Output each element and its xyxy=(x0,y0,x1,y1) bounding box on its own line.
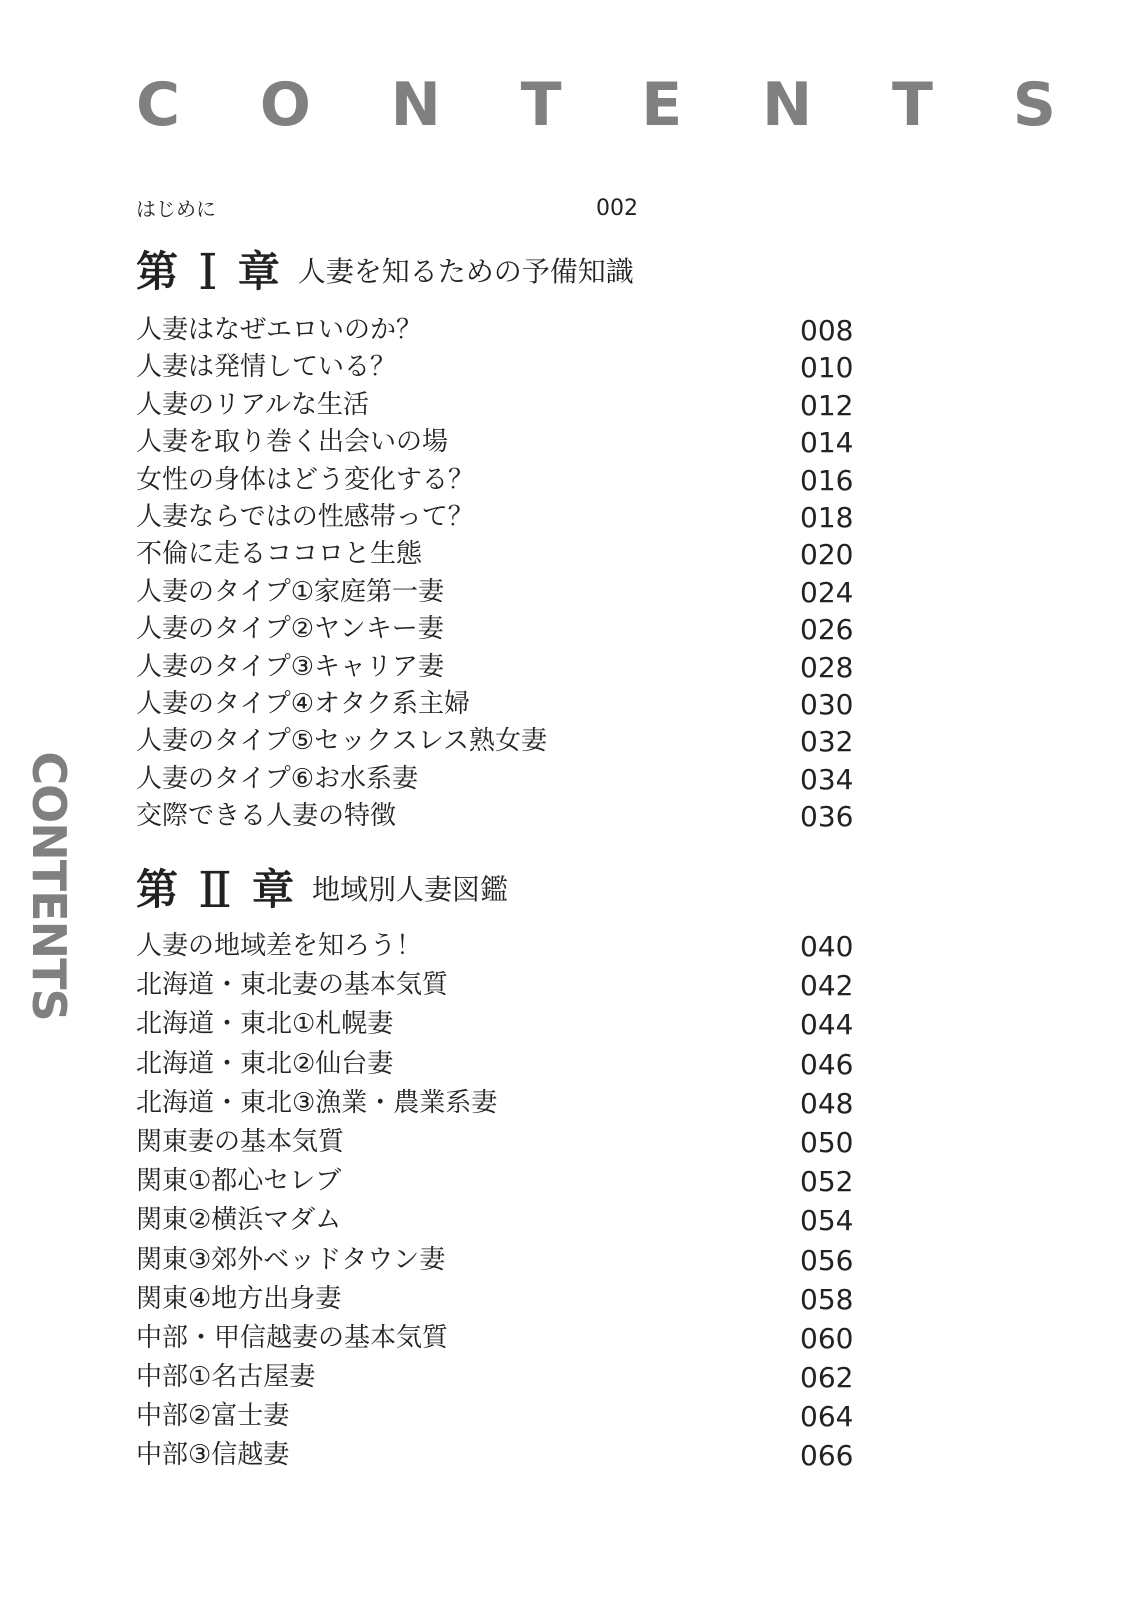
entry-page-number: 066 xyxy=(800,1439,854,1473)
toc-entry[interactable] xyxy=(136,1201,856,1240)
entry-title: 人妻の地域差を知ろう！ xyxy=(136,931,423,961)
chapter-2-heading xyxy=(136,862,508,918)
entry-title: 女性の身体はどう変化する？ xyxy=(136,464,475,495)
entry-title: 北海道・東北③漁業・農業系妻 xyxy=(136,1087,498,1118)
toc-entry[interactable] xyxy=(136,1397,856,1436)
entry-page-number: 050 xyxy=(800,1125,854,1159)
entry-page-number: 048 xyxy=(800,1086,854,1120)
entry-title: 関東④地方出身妻 xyxy=(136,1283,342,1314)
entry-page-number: 056 xyxy=(800,1243,854,1277)
chapter-title: 人妻を知るための予備知識 xyxy=(297,255,634,288)
heading-letter: O xyxy=(259,70,311,140)
heading-letter: T xyxy=(892,70,933,140)
toc-entry[interactable] xyxy=(136,1162,856,1201)
chapter-prefix: 第 xyxy=(136,865,179,914)
intro-page-number: 002 xyxy=(596,196,638,221)
entry-page-number: 020 xyxy=(800,538,854,572)
toc-entry[interactable] xyxy=(136,536,856,573)
entry-title: 人妻のタイプ⑥お水系妻 xyxy=(136,763,419,794)
entry-title: 中部・甲信越妻の基本気質 xyxy=(136,1322,449,1353)
entry-title: 人妻のタイプ②ヤンキー妻 xyxy=(136,614,444,645)
entry-page-number: 008 xyxy=(800,314,854,347)
toc-entry[interactable] xyxy=(136,649,856,686)
entry-title: 人妻は発情している？ xyxy=(136,352,397,383)
entry-page-number: 016 xyxy=(800,463,854,497)
entry-title: 北海道・東北②仙台妻 xyxy=(136,1048,394,1079)
entry-title: 関東妻の基本気質 xyxy=(136,1126,345,1157)
toc-entry-intro[interactable] xyxy=(136,194,656,224)
chapter-1-entry-list xyxy=(136,312,856,835)
entry-title: 中部①名古屋妻 xyxy=(136,1362,316,1393)
entry-title: 人妻を取り巻く出会いの場 xyxy=(136,427,449,458)
chapter-2-entry-list xyxy=(136,927,856,1476)
entry-page-number: 052 xyxy=(800,1165,854,1199)
toc-entry[interactable] xyxy=(136,927,856,966)
entry-title: 人妻ならではの性感帯って？ xyxy=(136,501,474,532)
entry-page-number: 014 xyxy=(800,426,854,460)
contents-heading xyxy=(136,70,1056,140)
entry-page-number: 018 xyxy=(800,500,854,534)
toc-entry[interactable] xyxy=(136,312,856,349)
toc-entry[interactable] xyxy=(136,966,856,1005)
toc-entry[interactable] xyxy=(136,1123,856,1162)
toc-entry[interactable] xyxy=(136,1045,856,1084)
entry-page-number: 032 xyxy=(800,725,854,759)
entry-page-number: 046 xyxy=(800,1047,854,1081)
heading-letter: N xyxy=(762,70,813,140)
entry-page-number: 010 xyxy=(800,351,854,385)
toc-entry[interactable] xyxy=(136,1436,856,1475)
entry-page-number: 012 xyxy=(800,388,854,422)
entry-page-number: 058 xyxy=(800,1282,854,1316)
entry-page-number: 026 xyxy=(800,613,854,647)
entry-page-number: 062 xyxy=(800,1361,854,1395)
entry-title: 交際できる人妻の特徴 xyxy=(136,801,397,832)
toc-entry[interactable] xyxy=(136,686,856,723)
toc-entry[interactable] xyxy=(136,611,856,648)
toc-entry[interactable] xyxy=(136,499,856,536)
entry-page-number: 024 xyxy=(800,575,854,609)
toc-entry[interactable] xyxy=(136,1084,856,1123)
heading-letter: E xyxy=(641,70,683,140)
chapter-suffix: 章 xyxy=(252,865,295,914)
entry-title: 不倫に走るココロと生態 xyxy=(136,539,423,570)
entry-title: 人妻のリアルな生活 xyxy=(136,389,369,420)
entry-title: 北海道・東北妻の基本気質 xyxy=(136,970,449,1001)
vertical-contents-label xyxy=(22,752,76,1020)
toc-entry[interactable] xyxy=(136,1319,856,1358)
entry-title: 関東②横浜マダム xyxy=(136,1205,342,1236)
heading-letter: S xyxy=(1012,70,1056,140)
entry-page-number: 044 xyxy=(800,1008,854,1042)
toc-entry[interactable] xyxy=(136,349,856,386)
entry-page-number: 040 xyxy=(800,930,854,963)
toc-entry[interactable] xyxy=(136,723,856,760)
intro-title: はじめに xyxy=(136,197,216,221)
toc-entry[interactable] xyxy=(136,387,856,424)
entry-page-number: 034 xyxy=(800,762,854,796)
entry-title: 中部②富士妻 xyxy=(136,1401,290,1432)
toc-entry[interactable] xyxy=(136,761,856,798)
entry-title: 人妻のタイプ③キャリア妻 xyxy=(136,651,445,682)
entry-title: 関東③郊外ベッドタウン妻 xyxy=(136,1244,446,1275)
entry-page-number: 060 xyxy=(800,1321,854,1355)
entry-title: 人妻はなぜエロいのか？ xyxy=(136,315,423,345)
chapter-number: Ⅰ xyxy=(198,243,218,301)
chapter-1-heading xyxy=(136,244,634,300)
entry-title: 関東①都心セレブ xyxy=(136,1166,342,1197)
entry-page-number: 064 xyxy=(800,1400,854,1434)
entry-page-number: 054 xyxy=(800,1204,854,1238)
entry-title: 人妻のタイプ④オタク系主婦 xyxy=(136,688,471,719)
toc-entry[interactable] xyxy=(136,574,856,611)
entry-page-number: 036 xyxy=(800,800,854,834)
chapter-prefix: 第 xyxy=(136,247,179,296)
entry-title: 人妻のタイプ⑤セックスレス熟女妻 xyxy=(136,726,547,757)
chapter-title: 地域別人妻図鑑 xyxy=(312,873,509,906)
toc-entry[interactable] xyxy=(136,462,856,499)
chapter-suffix: 章 xyxy=(237,247,280,296)
vertical-contents-text: CONTENTS xyxy=(22,751,76,1021)
heading-letter: N xyxy=(390,70,441,140)
entry-title: 人妻のタイプ①家庭第一妻 xyxy=(136,576,445,607)
toc-entry[interactable] xyxy=(136,424,856,461)
heading-letter: C xyxy=(136,70,181,140)
entry-page-number: 042 xyxy=(800,969,854,1003)
entry-page-number: 028 xyxy=(800,650,854,684)
toc-entry[interactable] xyxy=(136,1280,856,1319)
toc-entry[interactable] xyxy=(136,798,856,835)
heading-letter: T xyxy=(520,70,562,140)
entry-title: 中部③信越妻 xyxy=(136,1440,290,1471)
entry-title: 北海道・東北①札幌妻 xyxy=(136,1009,394,1040)
entry-page-number: 030 xyxy=(800,687,854,721)
chapter-number: Ⅱ xyxy=(198,861,232,919)
toc-entry[interactable] xyxy=(136,1358,856,1397)
toc-entry[interactable] xyxy=(136,1005,856,1044)
toc-entry[interactable] xyxy=(136,1241,856,1280)
